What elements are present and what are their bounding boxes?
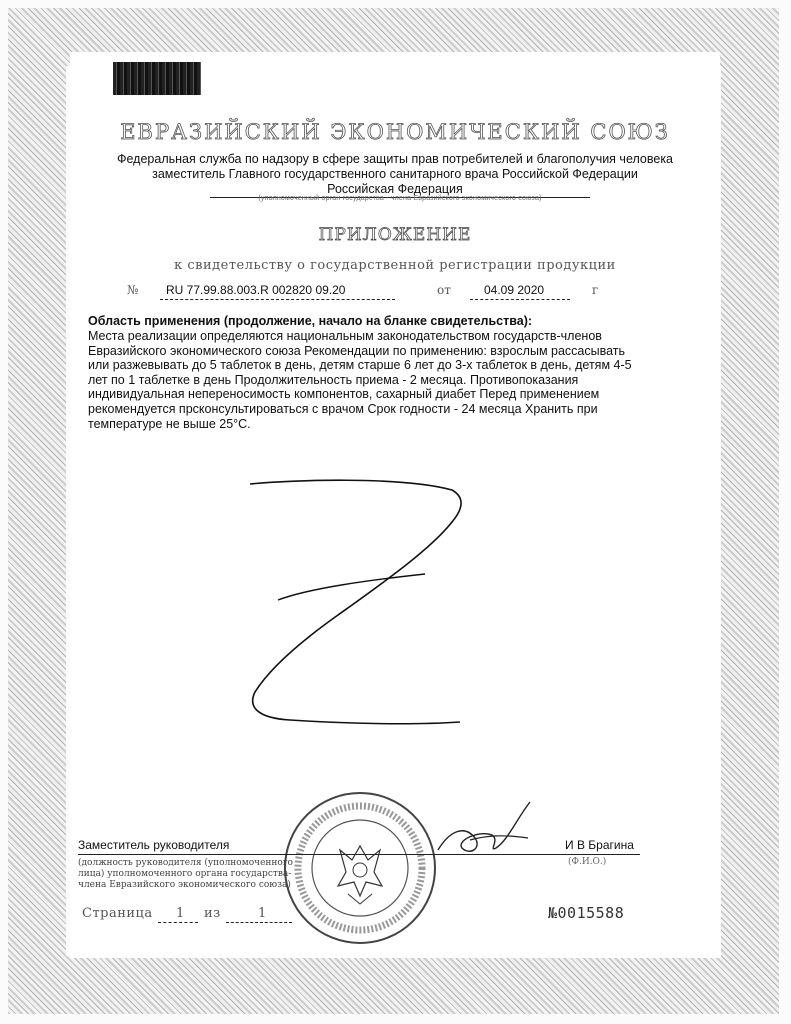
date-prefix: от	[437, 283, 451, 297]
appendix-subtitle: к свидетельству о государственной регистрации продукции	[174, 258, 616, 273]
page-total-underline	[226, 922, 292, 923]
serial-number: №0015588	[548, 904, 625, 922]
page-total: 1	[258, 906, 267, 921]
certificate-number: RU 77.99.88.003.R 002820 09.20	[166, 283, 346, 297]
name-caption: (Ф.И.О.)	[568, 857, 607, 867]
page-current: 1	[176, 906, 185, 921]
signatory-name: И В Брагина	[565, 838, 634, 852]
page-current-underline	[158, 922, 198, 923]
role-caption	[78, 858, 308, 891]
number-underline	[160, 299, 395, 300]
year-suffix: г	[592, 283, 599, 297]
appendix-title: ПРИЛОЖЕНИЕ	[318, 225, 472, 245]
blank-space-z-mark	[230, 470, 480, 740]
union-title: ЕВРАЗИЙСКИЙ ЭКОНОМИЧЕСКИЙ СОЮЗ	[120, 120, 670, 144]
role-caption-line: члена Евразийского экономического союза)	[78, 880, 291, 890]
role-caption-line: (должность руководителя (уполномоченного	[78, 858, 293, 868]
redacted-mark	[113, 62, 201, 95]
agency-line: заместитель Главного государственного санитарного врача Российской Федерации	[152, 167, 638, 181]
date-underline	[470, 299, 570, 300]
agency-sublabel: (уполномоченный орган государства - члена Евразийского экономического союза)	[258, 195, 542, 202]
page-of: из	[204, 906, 221, 921]
scope-heading: Область применения (продолжение, начало на бланке свидетельства):	[88, 314, 533, 328]
role-caption-line: лица) уполномоченного органа государства-	[78, 869, 292, 879]
agency-line: Российская Федерация	[327, 182, 463, 196]
page-label: Страница	[82, 906, 153, 921]
signature-line	[78, 854, 640, 855]
number-prefix: №	[127, 283, 139, 297]
signatory-role: Заместитель руководителя	[78, 838, 230, 852]
certificate-date: 04.09 2020	[484, 283, 545, 297]
agency-block	[70, 152, 720, 197]
scope-text: Места реализации определяются национальным законодательством государств-членов Евразийского экономического союза Рекомендации по применению: взрослым рассасывать или разжевывать до 5 таблеток в день, детям старше 6 лет до 3-х таблеток в день, детям 4-5 лет по 1 таблетке в день Продолжительность приема - 2 месяца. Противопоказания индивидуальная непереносимость компонентов, сахарный диабет Перед применением рекомендуется прсконсультироваться с врачом Срок годности - 24 месяца Хранить при температуре не выше 25°С.	[88, 329, 632, 431]
agency-line: Федеральная служба по надзору в сфере защиты прав потребителей и благополучия человека	[116, 152, 674, 166]
